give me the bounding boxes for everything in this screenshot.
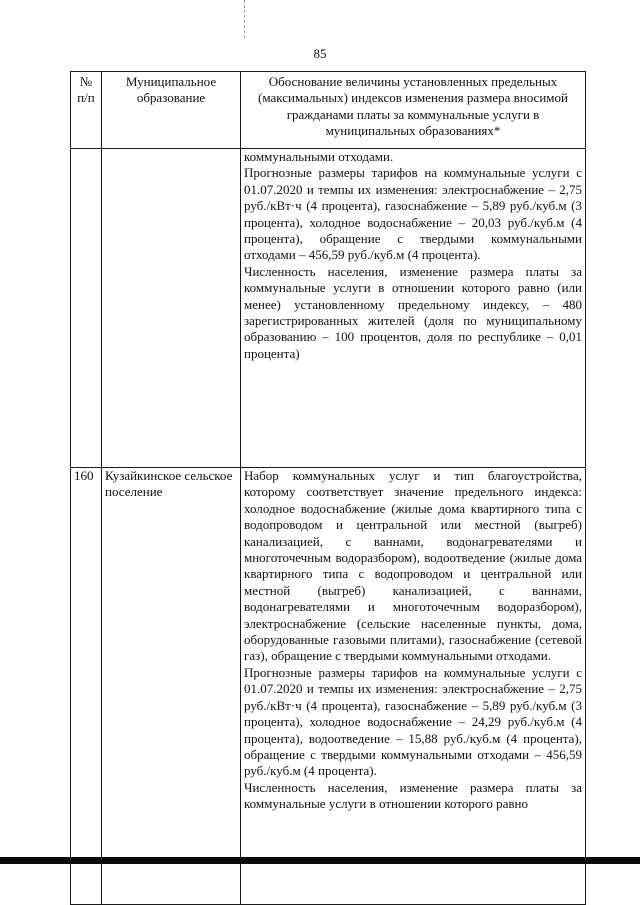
fold-line [244,0,245,38]
row-160-justification [241,468,586,905]
table-row-continuation [71,149,586,468]
continuation-paragraph-1: коммунальными отходами. [244,149,394,164]
page-number: 85 [313,46,327,61]
continuation-municipality [102,149,241,468]
row-160-paragraph-2: Прогнозные размеры тарифов на коммунальные услуги с 01.07.2020 и темпы их изменения: электроснабжение – 2,75 руб./кВт·ч (4 процента), газоснабжение – 5,89 руб./куб.м (3 процента), холодное водоснабжение – 24,29 руб./куб.м (4 процента), водоотведение – 15,88 руб./куб.м (4 процента), обращение с твердыми коммунальными отходами – 456,59 руб./куб.м (4 процента). [244,664,582,779]
header-justification: Обоснование величины установленных предельных (максимальных) индексов изменения размера вносимой гражданами платы за коммунальные услуги в муниципальных образованиях* [241,72,586,149]
continuation-justification [241,149,586,468]
header-municipality: Муниципальное образование [102,72,241,149]
row-160-paragraph-1: Набор коммунальных услуг и тип благоустройства, которому соответствует значение предельного индекса: холодное водоснабжение (жилые дома квартирного типа с водопроводом и центральной или местной (выгреб) канализацией, с ваннами, водонагревателями и многоточечным водоразбором), водоотведение (жилые дома квартирного типа с водопроводом и центральной или местной (выгреб) канализацией, с ваннами, водонагревателями и многоточечным водоразбором), электроснабжение (сельские населенные пункты, дома, оборудованные газовыми плитами), газоснабжение (сетевой газ), обращение с твердыми коммунальными отходами. [244,468,582,664]
row-160-municipality: Кузайкинское сельское поселение [102,468,241,905]
continuation-paragraph-2: Прогнозные размеры тарифов на коммунальные услуги с 01.07.2020 и темпы их изменения: электроснабжение – 2,75 руб./кВт·ч (4 процента), газоснабжение – 5,89 руб./куб.м (3 процента), холодное водоснабжение – 20,03 руб./куб.м (4 процента), обращение с твердыми коммунальными отходами – 456,59 руб./куб.м (4 процента). [244,165,582,263]
tariff-index-table [70,71,586,905]
continuation-num [71,149,102,468]
row-160-num: 160 [71,468,102,905]
table-header-row [71,72,586,149]
continuation-paragraph-3: Численность населения, изменение размера платы за коммунальные услуги в отношении которого равно (или менее) установленному предельному индексу, – 480 зарегистрированных жителей (доля по муниципальному образованию – 100 процентов, доля по республике – 0,01 процента) [244,263,582,361]
header-num: № п/п [71,72,102,149]
scan-bottom-bar [0,857,640,864]
table-row-160 [71,468,586,905]
row-160-paragraph-3: Численность населения, изменение размера платы за коммунальные услуги в отношении которого равно [244,779,582,812]
